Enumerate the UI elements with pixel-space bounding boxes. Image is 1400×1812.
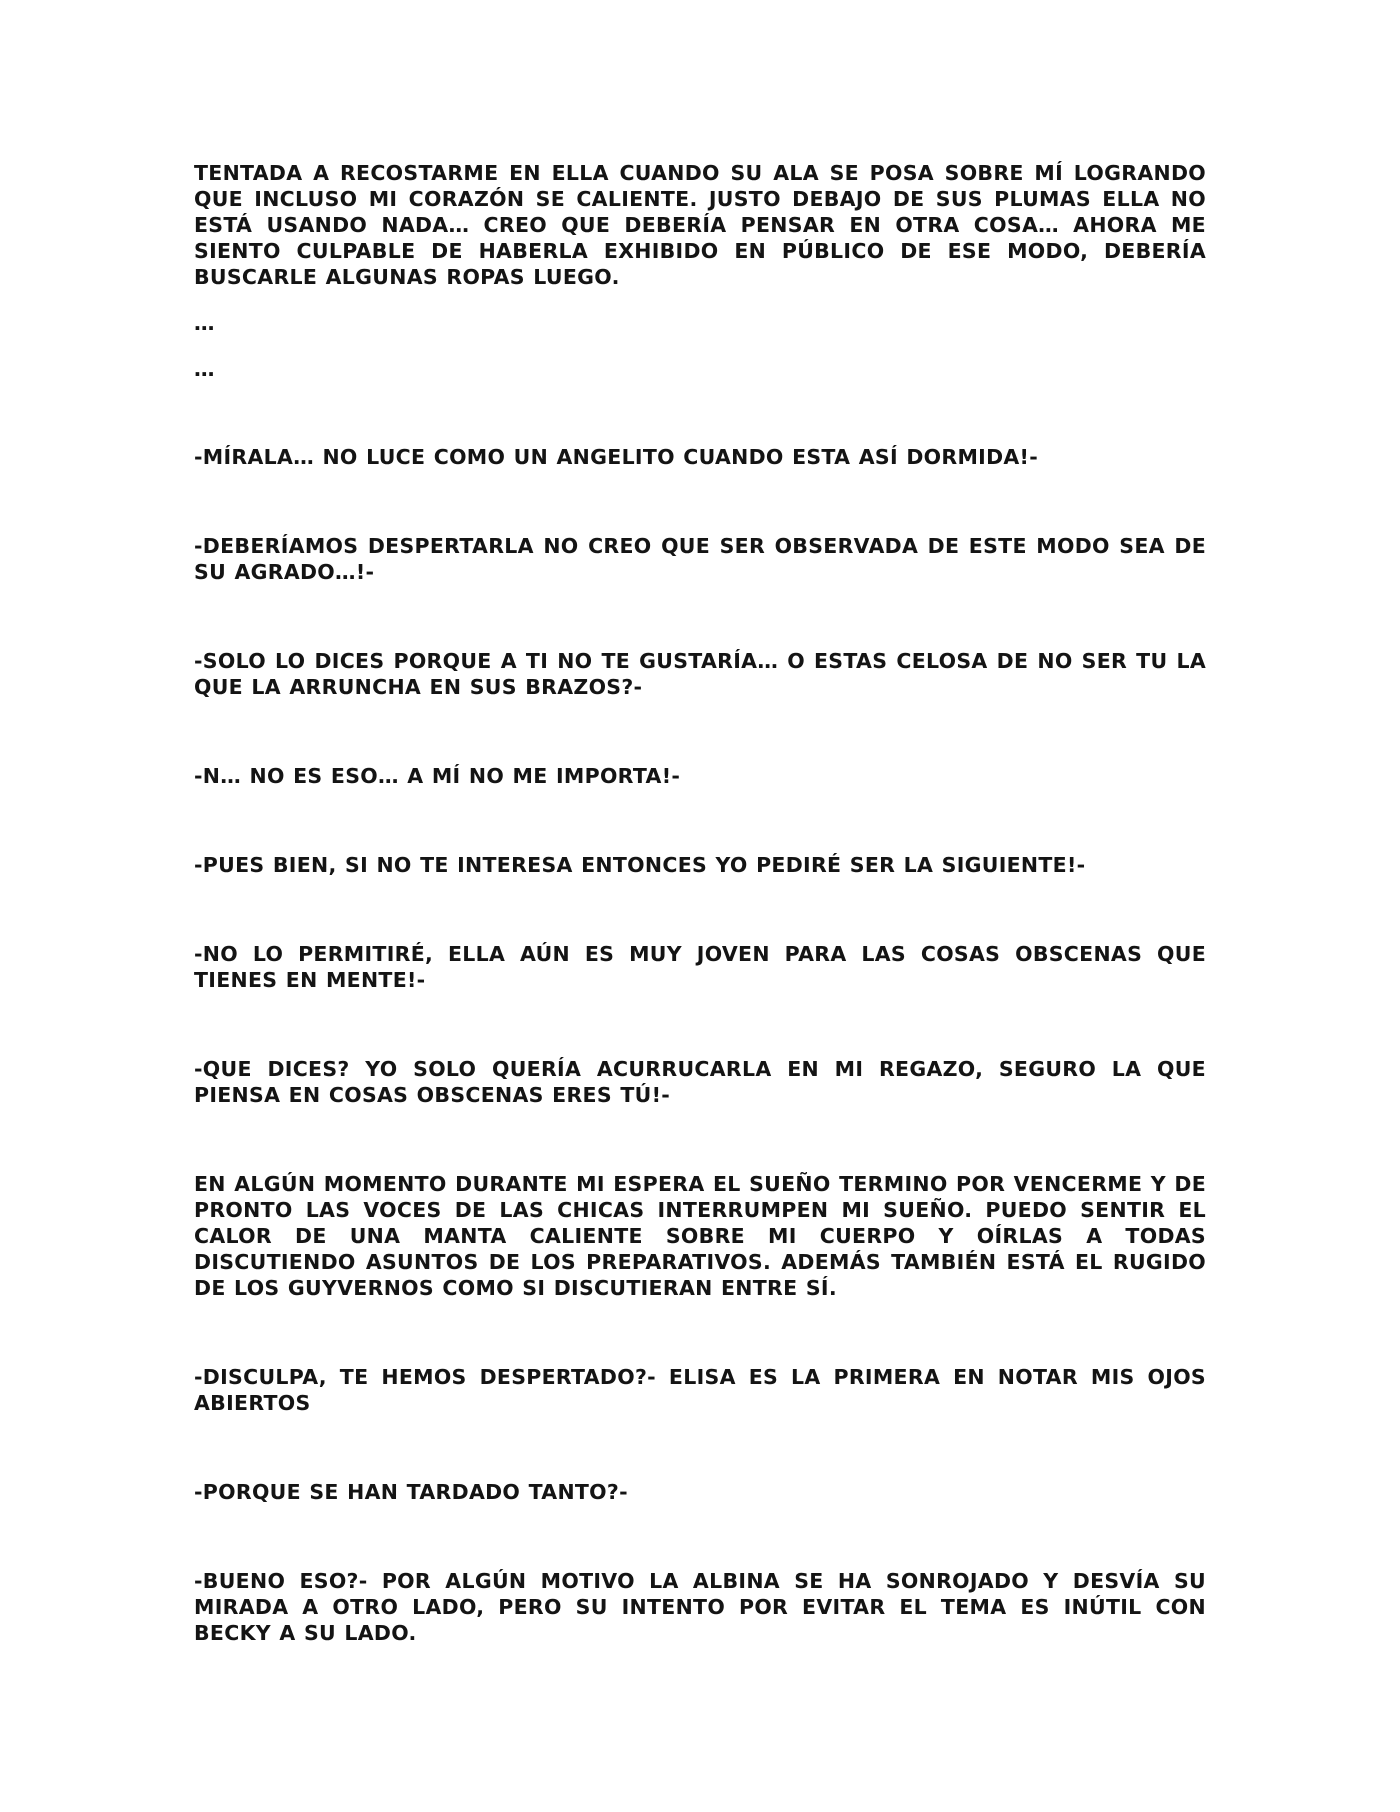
dialogue-line: -PORQUE SE HAN TARDADO TANTO?- [194,1480,628,1504]
ellipsis-line: … [194,311,215,335]
dialogue-line: -QUE DICES? YO SOLO QUERÍA ACURRUCARLA EN MI REGAZO, SEGURO LA QUE PIENSA EN COSAS OBSCENAS ERES TÚ!- [194,1057,1206,1107]
ellipsis-line: … [194,357,215,381]
dialogue-line: -PUES BIEN, SI NO TE INTERESA ENTONCES YO PEDIRÉ SER LA SIGUIENTE!- [194,853,1086,877]
dialogue-line: -N… NO ES ESO… A MÍ NO ME IMPORTA!- [194,764,681,788]
narration-paragraph: EN ALGÚN MOMENTO DURANTE MI ESPERA EL SUEÑO TERMINO POR VENCERME Y DE PRONTO LAS VOCES DE LAS CHICAS INTERRUMPEN MI SUEÑO. PUEDO SENTIR EL CALOR DE UNA MANTA CALIENTE SOBRE MI CUERPO Y OÍRLAS A TODAS DISCUTIENDO ASUNTOS DE LOS PREPARATIVOS. ADEMÁS TAMBIÉN ESTÁ EL RUGIDO DE LOS GUYVERNOS COMO SI DISCUTIERAN ENTRE SÍ. [194,1172,1206,1300]
narration-paragraph: TENTADA A RECOSTARME EN ELLA CUANDO SU ALA SE POSA SOBRE MÍ LOGRANDO QUE INCLUSO MI CORAZÓN SE CALIENTE. JUSTO DEBAJO DE SUS PLUMAS ELLA NO ESTÁ USANDO NADA… CREO QUE DEBERÍA PENSAR EN OTRA COSA… AHORA ME SIENTO CULPABLE DE HABERLA EXHIBIDO EN PÚBLICO DE ESE MODO, DEBERÍA BUSCARLE ALGUNAS ROPAS LUEGO. [194,161,1206,289]
dialogue-line: -DISCULPA, TE HEMOS DESPERTADO?- ELISA ES LA PRIMERA EN NOTAR MIS OJOS ABIERTOS [194,1365,1206,1415]
dialogue-line: -SOLO LO DICES PORQUE A TI NO TE GUSTARÍA… O ESTAS CELOSA DE NO SER TU LA QUE LA ARRUNCHA EN SUS BRAZOS?- [194,649,1206,699]
document-page [194,160,1206,1646]
dialogue-line: -MÍRALA… NO LUCE COMO UN ANGELITO CUANDO ESTA ASÍ DORMIDA!- [194,445,1039,469]
dialogue-line: -BUENO ESO?- POR ALGÚN MOTIVO LA ALBINA SE HA SONROJADO Y DESVÍA SU MIRADA A OTRO LADO, PERO SU INTENTO POR EVITAR EL TEMA ES INÚTIL CON BECKY A SU LADO. [194,1569,1206,1645]
dialogue-line: -DEBERÍAMOS DESPERTARLA NO CREO QUE SER OBSERVADA DE ESTE MODO SEA DE SU AGRADO…!- [194,534,1206,584]
dialogue-line: -NO LO PERMITIRÉ, ELLA AÚN ES MUY JOVEN PARA LAS COSAS OBSCENAS QUE TIENES EN MENTE!- [194,942,1206,992]
